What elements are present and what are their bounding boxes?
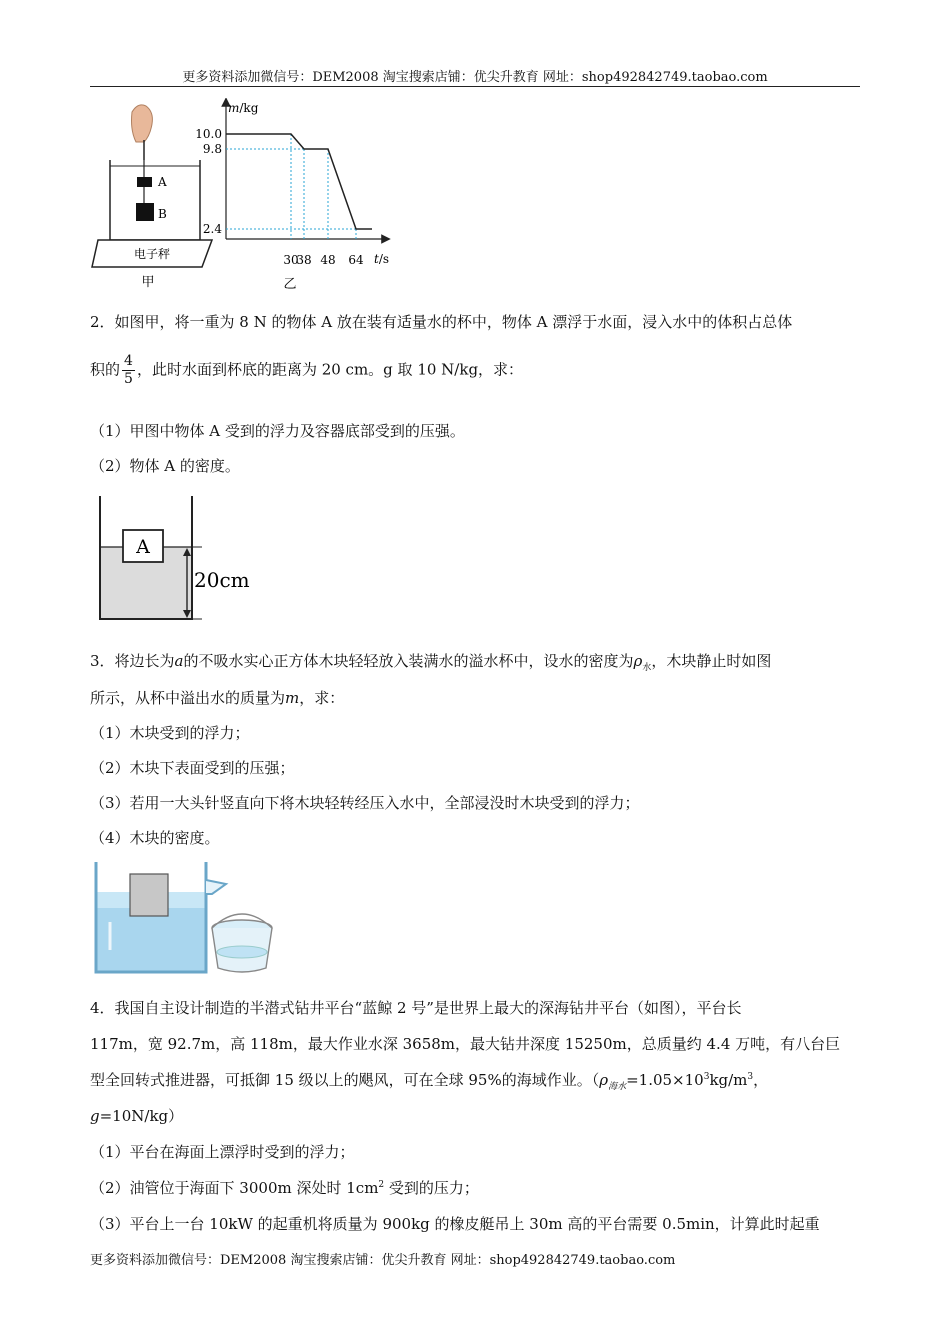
- q4-line2: 117m，宽 92.7m，高 118m，最大作业水深 3658m，最大钻井深度 15250m，总质量约 4.4 万吨，有八台巨: [90, 1035, 841, 1053]
- figure-q2: [92, 494, 262, 626]
- q4-line1: 4．我国自主设计制造的半潜式钻井平台“蓝鲸 2 号”是世界上最大的深海钻井平台（如图），平台长: [90, 999, 742, 1017]
- fraction: $\frac{4}{5}$: [124, 353, 133, 387]
- figure-q3-overflow-cup: [92, 860, 282, 978]
- q3-sub4: （4）木块的密度。: [90, 829, 220, 847]
- x-tick-label: 48: [320, 253, 336, 267]
- q4-sub1: （1）平台在海面上漂浮时受到的浮力；: [90, 1143, 355, 1161]
- figure-1-graph: [190, 98, 400, 294]
- q4-line3: 型全回转式推进器，可抵御 15 级以上的飓风，可在全球 95%的海域作业。（$\rho_{海水}=1.05\times 10^3kg/m^3$，: [90, 1071, 769, 1092]
- spout: [206, 880, 226, 894]
- height-label: 20cm: [194, 568, 250, 592]
- x-axis-label: t/s: [374, 252, 390, 266]
- x-tick-label: 64: [348, 253, 364, 267]
- x-tick-label: 38: [296, 253, 312, 267]
- mass-time-line: [226, 134, 372, 229]
- hand-icon: [132, 105, 153, 142]
- x-tick-label: 30: [283, 253, 299, 267]
- q2-sub2: （2）物体 A 的密度。: [90, 457, 240, 475]
- scale-label: 电子秤: [133, 247, 171, 261]
- q2-sub1: （1）甲图中物体 A 受到的浮力及容器底部受到的压强。: [90, 422, 465, 440]
- page-footer: 更多资料添加微信号：DEM2008 淘宝搜索店铺：优尖升教育 网址：shop492842749.taobao.com: [90, 1253, 676, 1268]
- container: [110, 160, 200, 240]
- q3-line1: 3．将边长为a的不吸水实心正方体木块轻轻放入装满水的溢水杯中，设水的密度为$\rho_水$，木块静止时如图: [90, 652, 772, 673]
- q4-sub2: （2）油管位于海面下 3000m 深处时 $1cm^2$ 受到的压力；: [90, 1179, 479, 1197]
- y-tick-label: 9.8: [202, 142, 222, 156]
- label-b: B: [158, 207, 167, 221]
- y-axis-label: m/kg: [228, 101, 259, 115]
- caption-jia: 甲: [141, 275, 155, 290]
- block-b: [136, 203, 154, 221]
- q4-sub3: （3）平台上一台 10kW 的起重机将质量为 900kg 的橡皮艇吊上 30m 高的平台需要 0.5min，计算此时起重: [90, 1215, 820, 1233]
- y-tick-label: 10.0: [195, 127, 222, 141]
- y-tick-label: 2.4: [202, 222, 222, 236]
- block-a: [137, 177, 152, 187]
- q2-line1: 2．如图甲，将一重为 8 N 的物体 A 放在装有适量水的杯中，物体 A 漂浮于水面，浸入水中的体积占总体: [90, 313, 793, 331]
- page-header: 更多资料添加微信号：DEM2008 淘宝搜索店铺：优尖升教育 网址：shop492842749.taobao.com: [182, 70, 768, 85]
- q3-line2: 所示，从杯中溢出水的质量为m，求：: [90, 689, 345, 707]
- q3-sub2: （2）木块下表面受到的压强；: [90, 759, 295, 777]
- label-a: A: [158, 175, 167, 189]
- q2-line2: 积的 $\frac{4}{5}$ ，此时水面到杯底的距离为 20 cm。g 取 10 N/kg，求：: [90, 353, 524, 387]
- caption-yi: 乙: [283, 277, 297, 292]
- wood-block: [130, 874, 168, 916]
- q3-sub3: （3）若用一大头针竖直向下将木块轻转经压入水中，全部浸没时木块受到的浮力；: [90, 794, 640, 812]
- q3-sub1: （1）木块受到的浮力；: [90, 724, 250, 742]
- block-a-label: A: [136, 536, 150, 558]
- header-rule: [90, 86, 860, 87]
- q4-line4: g=10N/kg）: [90, 1107, 184, 1125]
